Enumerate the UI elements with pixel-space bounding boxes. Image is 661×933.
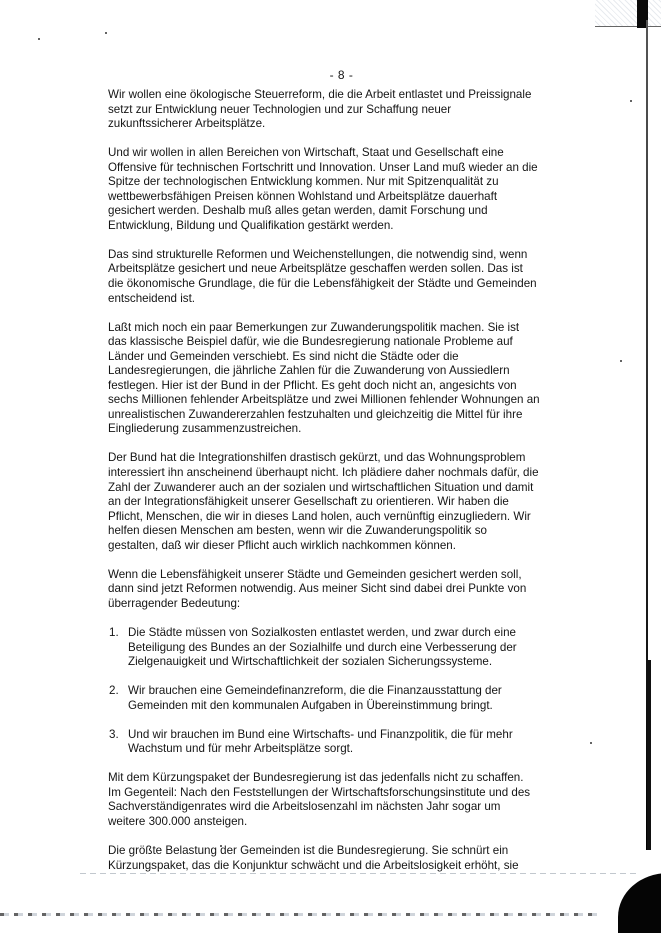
- scan-speck: [105, 32, 107, 34]
- page-number: - 8 -: [329, 68, 354, 82]
- paragraph-three-points-intro: [108, 568, 568, 612]
- list-item-number: 2.: [109, 684, 119, 698]
- text-line: Wir wollen eine ökologische Steuerreform, die die Arbeit entlastet und Preissignale: [108, 88, 532, 101]
- text-line: Beteiligung des Bundes an der Sozialhilfe und durch eine Verbesserung der: [128, 640, 517, 654]
- text-line: Arbeitsplätze gesichert und neue Arbeitsplätze geschaffen werden sollen. Das ist: [108, 262, 523, 276]
- list-item: [108, 684, 568, 713]
- text-line: Eingliederung zusammenzustreichen.: [108, 422, 302, 436]
- scan-speck: [38, 38, 40, 40]
- text-line: Mit dem Kürzungspaket der Bundesregierung ist das jedenfalls nicht zu schaffen.: [108, 771, 524, 785]
- scan-artifact-top-right: [595, 0, 661, 27]
- text-line: Pflicht, Menschen, die wir in dieses Land holen, auch vernünftig einzugliedern. Wir: [108, 509, 531, 523]
- text-line: wettbewerbsfähigen Preisen können Wohlstand und Arbeitsplätze dauerhaft: [108, 189, 498, 203]
- document-body: [108, 88, 568, 888]
- list-item: [108, 728, 568, 757]
- paragraph-integration-aid: [108, 451, 568, 553]
- list-item: [108, 626, 568, 670]
- paragraph-innovation-offensive: [108, 146, 568, 233]
- text-line: Zielgenauigkeit und Wirtschaftlichkeit der sozialen Sicherungssysteme.: [128, 655, 493, 669]
- text-line: Kürzungspaket, das die Konjunktur schwächt und die Arbeitslosigkeit erhöht, sie: [108, 858, 519, 872]
- text-line: unrealistischen Zuwandererzahlen festzuhalten und gleichzeitig die Mittel für ihre: [108, 407, 523, 421]
- text-line: Wir brauchen eine Gemeindefinanzreform, die die Finanzausstattung der: [128, 684, 502, 698]
- text-line: Gemeinden mit den kommunalen Aufgaben in Übereinstimmung bringt.: [128, 698, 493, 712]
- text-line: Und wir wollen in allen Bereichen von Wirtschaft, Staat und Gesellschaft eine: [108, 146, 504, 160]
- scan-page-edge-shadow: [647, 660, 651, 850]
- text-line: die ökonomische Grundlage, die für die Lebensfähigkeit der Städte und Gemeinden: [108, 277, 537, 291]
- text-line: gestalten, daß wir dieser Pflicht auch wirklich nachkommen können.: [108, 538, 456, 552]
- paragraph-ecological-tax-reform: [108, 88, 568, 132]
- paragraph-biggest-burden: [108, 844, 568, 873]
- paragraph-austerity-package: [108, 771, 568, 829]
- text-line: Und wir brauchen im Bund eine Wirtschafts- und Finanzpolitik, die für mehr: [128, 727, 513, 741]
- text-line: Sachverständigenrates wird die Arbeitslosenzahl im nächsten Jahr sogar um: [108, 800, 501, 814]
- text-line: Die größte Belastung der Gemeinden ist die Bundesregierung. Sie schnürt ein: [108, 843, 509, 857]
- text-line: Die Städte müssen von Sozialkosten entlastet werden, und zwar durch eine: [128, 625, 516, 639]
- text-line: Im Gegenteil: Nach den Feststellungen der Wirtschaftsforschungsinstitute und des: [108, 785, 531, 799]
- text-line: Landesregierungen, die jährliche Zahlen für die Zuwanderung von Aussiedlern: [108, 364, 510, 378]
- text-line: an der Integrationsfähigkeit unserer Gesellschaft zu orientieren. Wir haben die: [108, 495, 509, 509]
- text-line: Länder und Gemeinden verschiebt. Es sind nicht die Städte oder die: [108, 349, 459, 363]
- text-line: das klassische Beispiel dafür, wie die Bundesregierung nationale Probleme auf: [108, 335, 513, 349]
- scan-artifact-bottom-right-blob: [618, 873, 661, 933]
- text-line: festlegen. Hier ist der Bund in der Pflicht. Es geht doch nicht an, angesichts von: [108, 378, 517, 392]
- text-line: sechs Millionen fehlender Arbeitsplätze und zwei Millionen fehlender Wohnungen an: [108, 393, 540, 407]
- text-line: Laßt mich noch ein paar Bemerkungen zur Zuwanderungspolitik machen. Sie ist: [108, 320, 520, 334]
- paragraph-immigration-policy: [108, 321, 568, 437]
- text-line: Entwicklung, Bildung und Qualifikation gestärkt werden.: [108, 218, 394, 232]
- scan-speck: [620, 360, 622, 362]
- text-line: Der Bund hat die Integrationshilfen drastisch gekürzt, und das Wohnungsproblem: [108, 451, 526, 465]
- scan-speck: [590, 742, 592, 744]
- text-line: dann sind jetzt Reformen notwendig. Aus meiner Sicht sind dabei drei Punkte von: [108, 582, 527, 596]
- text-line: Zahl der Zuwanderer auch an der sozialen und wirtschaftlichen Situation und damit: [108, 480, 534, 494]
- text-line: helfen diesen Menschen am besten, wenn wir die Zuwanderungspolitik so: [108, 524, 487, 538]
- scan-speck: [630, 100, 632, 102]
- text-line: Das sind strukturelle Reformen und Weichenstellungen, die notwendig sind, wenn: [108, 247, 528, 261]
- text-line: Spitze der technologischen Entwicklung kommen. Nur mit Spitzenqualität zu: [108, 175, 499, 189]
- reform-points-list: [108, 626, 568, 757]
- text-line: entscheidend ist.: [108, 291, 196, 305]
- text-line: weitere 300.000 ansteigen.: [108, 814, 248, 828]
- text-line: setzt zur Entwicklung neuer Technologien und zur Schaffung neuer: [108, 102, 452, 116]
- text-line: interessiert ihn anscheinend überhaupt nicht. Ich plädiere daher nochmals dafür, die: [108, 466, 539, 480]
- text-line: Wachstum und für mehr Arbeitsplätze sorgt.: [128, 742, 354, 756]
- list-item-number: 3.: [109, 727, 119, 741]
- paragraph-structural-reforms: [108, 248, 568, 306]
- text-line: gesichert werden. Deshalb muß alles getan werden, damit Forschung und: [108, 204, 488, 218]
- text-line: überragender Bedeutung:: [108, 596, 241, 610]
- list-item-number: 1.: [109, 625, 119, 639]
- text-line: Wenn die Lebensfähigkeit unserer Städte und Gemeinden gesichert werden soll,: [108, 567, 522, 581]
- text-line: Offensive für technischen Fortschritt und Innovation. Unser Land muß wieder an die: [108, 160, 538, 174]
- text-line: zukunftssicherer Arbeitsplätze.: [108, 117, 266, 131]
